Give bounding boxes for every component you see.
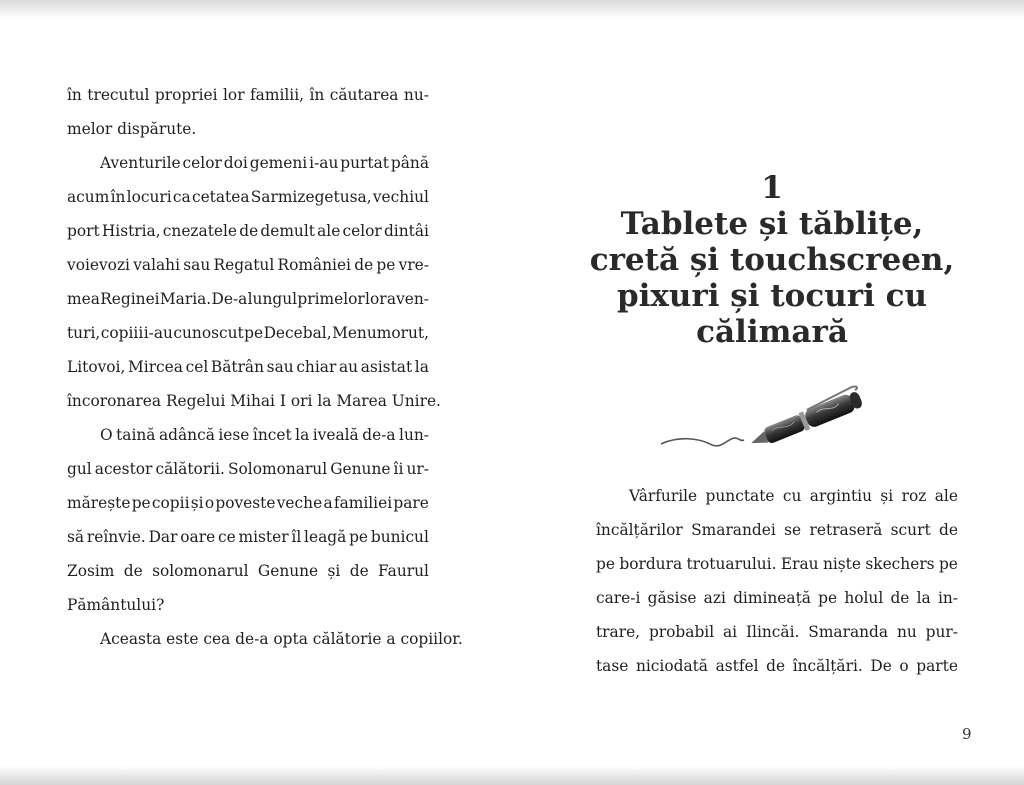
word: mărește xyxy=(67,494,131,512)
word: lor xyxy=(223,86,245,104)
page-top-shadow xyxy=(0,0,1024,18)
word: holul xyxy=(844,589,884,607)
word: în xyxy=(309,86,325,104)
word: să xyxy=(67,528,85,546)
word: i-au xyxy=(309,154,339,172)
word: încet xyxy=(252,426,292,444)
word: aven- xyxy=(386,290,429,308)
word: ale xyxy=(934,487,958,505)
word: îi xyxy=(393,460,404,478)
left-page-text xyxy=(67,78,463,656)
word: Mircea xyxy=(128,358,183,376)
word: și xyxy=(190,494,204,512)
word: Dar xyxy=(148,528,178,546)
word: veche xyxy=(276,494,323,512)
word: scurt xyxy=(890,521,931,539)
word: Bătrân xyxy=(210,358,265,376)
word: solomonarul xyxy=(152,562,249,580)
word: oare xyxy=(180,528,216,546)
word: României xyxy=(277,256,351,274)
word: și xyxy=(327,562,341,580)
word: Faurul xyxy=(378,562,429,580)
word: de xyxy=(890,589,910,607)
word: De-a xyxy=(211,290,248,308)
chapter-number: 1 xyxy=(761,170,783,206)
word: locuri xyxy=(126,188,172,206)
word: pe xyxy=(131,494,151,512)
word: trotuarului. xyxy=(686,555,777,573)
text-line xyxy=(67,180,429,214)
chapter-title-line: cretă și touchscreen, xyxy=(589,242,955,278)
chapter-title-line: călimară xyxy=(696,314,848,350)
word: parte xyxy=(916,657,958,675)
word: Regatul xyxy=(213,256,275,274)
word: încălțărilor xyxy=(596,521,683,539)
text-line xyxy=(67,486,429,520)
word: acestor xyxy=(94,460,153,478)
word: îl xyxy=(291,528,302,546)
text-line xyxy=(67,622,463,656)
word: leagă xyxy=(304,528,347,546)
word: celor xyxy=(342,222,382,240)
word: vre- xyxy=(398,256,429,274)
word: mea xyxy=(67,290,100,308)
word: o xyxy=(899,657,909,675)
word: dimineață xyxy=(733,589,811,607)
word: pe xyxy=(376,256,396,274)
word: Litovoi, xyxy=(67,358,126,376)
word: Marea xyxy=(336,392,392,410)
word: probabil xyxy=(648,623,715,641)
word: valahi xyxy=(133,256,181,274)
word: dispărute. xyxy=(117,120,197,138)
word: trecutul xyxy=(87,86,150,104)
text-line xyxy=(67,282,429,316)
word: bunicul xyxy=(370,528,429,546)
word: Erau xyxy=(780,555,819,573)
word: Zosim xyxy=(67,562,115,580)
word: chiar xyxy=(296,358,337,376)
word: a xyxy=(386,630,401,648)
word: cunoscut xyxy=(173,324,244,342)
word: o xyxy=(204,494,215,512)
page-number: 9 xyxy=(962,725,972,743)
word: cu xyxy=(782,487,802,505)
text-line xyxy=(67,112,429,146)
word: de-a xyxy=(362,426,396,444)
word: propriei xyxy=(154,86,218,104)
word: Ilincăi. xyxy=(745,623,800,641)
page-bottom-shadow xyxy=(0,765,1024,785)
text-line xyxy=(67,520,429,554)
word: bordura xyxy=(619,555,683,573)
word: căutarea xyxy=(329,86,399,104)
word: adâncă xyxy=(158,426,215,444)
word: retraseră xyxy=(809,521,883,539)
word: Unire. xyxy=(391,392,441,410)
word: au xyxy=(338,358,359,376)
text-line xyxy=(596,547,958,581)
word: Reginei xyxy=(100,290,160,308)
word: sau xyxy=(266,358,294,376)
fountain-pen-icon xyxy=(658,378,880,458)
word: ale xyxy=(317,222,341,240)
word: în xyxy=(110,188,126,206)
word: copii xyxy=(151,494,190,512)
text-line xyxy=(67,452,429,486)
text-line xyxy=(67,248,429,282)
word: încoronarea xyxy=(67,392,166,410)
word: cea xyxy=(203,630,236,648)
word: și xyxy=(880,487,894,505)
word: de xyxy=(939,521,958,539)
chapter-heading xyxy=(587,170,957,350)
word: găsise xyxy=(647,589,697,607)
word: la xyxy=(317,392,337,410)
word: Smarandei xyxy=(691,521,776,539)
word: gul xyxy=(67,460,92,478)
word: asistat xyxy=(360,358,413,376)
word: azi xyxy=(703,589,726,607)
word: reînvie. xyxy=(86,528,146,546)
word: a xyxy=(323,494,333,512)
word: roz xyxy=(901,487,927,505)
word: mister xyxy=(238,528,289,546)
chapter-title-line: pixuri și tocuri cu xyxy=(616,278,928,314)
word: cetatea xyxy=(191,188,250,206)
word: Smaranda xyxy=(808,623,889,641)
text-line xyxy=(67,146,429,180)
word: se xyxy=(784,521,802,539)
word: Decebal, xyxy=(263,324,332,342)
right-page-text xyxy=(596,479,958,683)
word: Genune xyxy=(330,460,391,478)
word: ur- xyxy=(406,460,429,478)
word: pe xyxy=(349,528,369,546)
text-line xyxy=(596,615,958,649)
chapter-title-line: Tablete și tăblițe, xyxy=(620,206,924,242)
word: nu- xyxy=(403,86,429,104)
word: care-i xyxy=(596,589,641,607)
word: celor xyxy=(182,154,222,172)
word: Sarmizegetusa, xyxy=(250,188,372,206)
word: ca xyxy=(172,188,191,206)
word: ai xyxy=(723,623,738,641)
word: călătorii. xyxy=(155,460,225,478)
word: primelor xyxy=(297,290,365,308)
word: până xyxy=(390,154,429,172)
word: Vârfurile xyxy=(629,487,698,505)
word: Aventurile xyxy=(100,154,181,172)
word: voievozi xyxy=(67,256,130,274)
word: la xyxy=(414,358,429,376)
word: Solomonarul xyxy=(228,460,328,478)
word: pe xyxy=(596,555,615,573)
text-line xyxy=(67,214,429,248)
word: Maria. xyxy=(159,290,212,308)
word: familii, xyxy=(249,86,305,104)
word: opta xyxy=(273,630,313,648)
word: in- xyxy=(937,589,958,607)
word: călătorie xyxy=(312,630,387,648)
word: Regelui xyxy=(165,392,231,410)
word: familiei xyxy=(333,494,393,512)
text-line xyxy=(67,588,429,622)
text-line xyxy=(67,350,429,384)
word: ce xyxy=(217,528,236,546)
word: de-a xyxy=(235,630,274,648)
word: lun- xyxy=(399,426,429,444)
word: copiilor. xyxy=(400,630,463,648)
text-line xyxy=(67,316,429,350)
word: purtat xyxy=(340,154,389,172)
word: doi xyxy=(223,154,248,172)
word: O xyxy=(100,426,113,444)
word: cnezatele xyxy=(162,222,238,240)
word: în xyxy=(67,86,82,104)
word: Genune xyxy=(257,562,319,580)
word: pe xyxy=(244,324,264,342)
word: ori xyxy=(290,392,318,410)
word: lor xyxy=(365,290,387,308)
word: de xyxy=(766,657,786,675)
word: cel xyxy=(185,358,209,376)
word: argintiu xyxy=(809,487,873,505)
word: pur- xyxy=(925,623,958,641)
word: dintâi xyxy=(383,222,429,240)
text-line xyxy=(596,479,958,513)
word: taină xyxy=(116,426,156,444)
text-line xyxy=(67,78,429,112)
word: este xyxy=(166,630,204,648)
word: iese xyxy=(218,426,250,444)
word: Menumorut, xyxy=(332,324,429,342)
text-line xyxy=(67,418,429,452)
word: pare xyxy=(393,494,429,512)
word: skechers xyxy=(865,555,935,573)
word: Histria, xyxy=(101,222,161,240)
word: Pământului? xyxy=(67,596,165,614)
word: turi, xyxy=(67,324,101,342)
word: niciodată xyxy=(635,657,708,675)
text-line xyxy=(596,513,958,547)
word: melor xyxy=(67,120,118,138)
word: trare, xyxy=(596,623,641,641)
word: pe xyxy=(938,555,958,573)
word: nu xyxy=(896,623,917,641)
word: copiii xyxy=(100,324,144,342)
word: la xyxy=(916,589,931,607)
word: de xyxy=(123,562,143,580)
word: gemeni xyxy=(249,154,308,172)
word: port xyxy=(67,222,100,240)
word: tase xyxy=(596,657,629,675)
text-line xyxy=(67,554,429,588)
word: lungul xyxy=(247,290,298,308)
word: încălțări. xyxy=(792,657,863,675)
word: niște xyxy=(822,555,861,573)
word: vechiul xyxy=(372,188,429,206)
word: la xyxy=(295,426,310,444)
word: De xyxy=(870,657,892,675)
word: I xyxy=(279,392,291,410)
text-line xyxy=(67,384,441,418)
word: acum xyxy=(67,188,110,206)
word: Mihai xyxy=(230,392,280,410)
text-line xyxy=(596,581,958,615)
word: de xyxy=(239,222,259,240)
word: sau xyxy=(183,256,211,274)
word: poveste xyxy=(215,494,276,512)
word: astfel xyxy=(715,657,759,675)
word: de xyxy=(354,256,374,274)
word: demult xyxy=(260,222,315,240)
word: i-au xyxy=(143,324,173,342)
word: Aceasta xyxy=(100,630,167,648)
word: iveală xyxy=(312,426,359,444)
text-line xyxy=(596,649,958,683)
word: pe xyxy=(818,589,838,607)
word: de xyxy=(349,562,369,580)
word: punctate xyxy=(705,487,775,505)
